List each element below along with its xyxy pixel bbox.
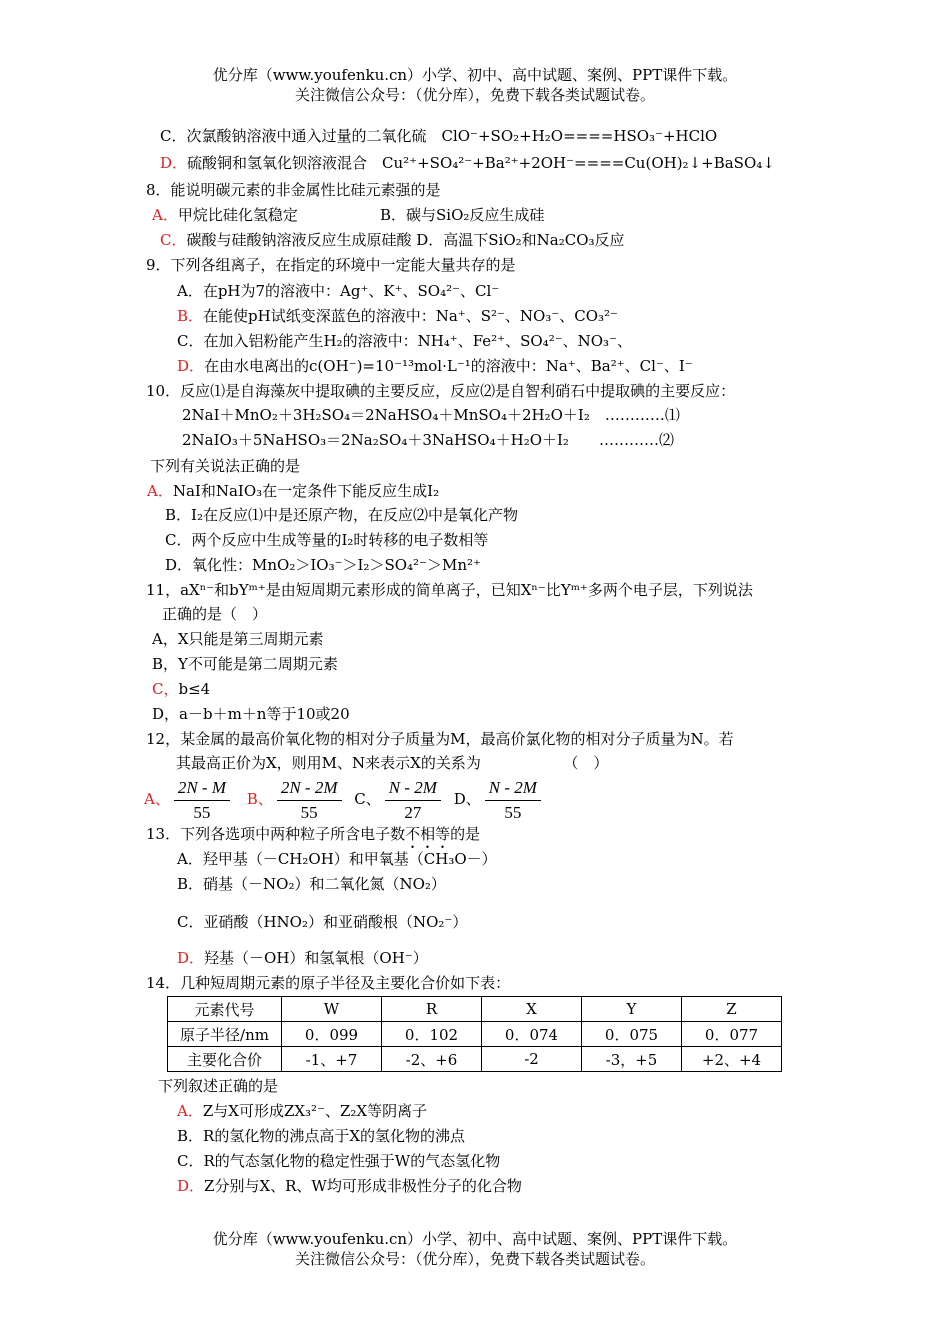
q8-stem: 8．能说明碳元素的非金属性比硅元素强的是 [146,181,441,199]
q12-option-a-label: A、 [144,790,170,808]
header-line-2: 关注微信公众号：（优分库），免费下载各类试题试卷。 [294,86,655,104]
q13-option-a: A．羟甲基（－CH₂OH）和甲氧基（CH₃O－） [177,850,497,868]
q12-option-c-fraction: $\frac{N - 2M}{27}$ [385,776,441,825]
q12-option-d-label: D、 [453,790,481,808]
table-header-cell: 元素代号 [168,997,282,1022]
table-cell: 0．099 [282,1022,382,1047]
q11-option-b: B，Y不可能是第二周期元素 [152,655,338,673]
q11-stem-2: 正确的是（ ） [162,605,268,623]
q11-stem-1: 11，aXⁿ⁻和bYᵐ⁺是由短周期元素形成的简单离子，已知Xⁿ⁻比Yᵐ⁺多两个电子层，下列说法 [146,581,753,599]
q9-stem: 9．下列各组离子，在指定的环境中一定能大量共存的是 [146,256,516,274]
q10-option-d: D．氧化性：MnO₂＞IO₃⁻＞I₂＞SO₄²⁻＞Mn²⁺ [165,556,481,574]
q14-prompt: 下列叙述正确的是 [158,1077,279,1095]
q10-option-b: B．I₂在反应⑴中是还原产物，在反应⑵中是氧化产物 [165,506,518,524]
q12-option-c-label: C、 [354,790,381,808]
header-line-1: 优分库（www.youfenku.cn）小学、初中、高中试题、案例、PPT课件下载。 [212,66,738,84]
q12-option-a-fraction: $\frac{2N - M}{55}$ [174,776,230,825]
q12-stem-1: 12，某金属的最高价氧化物的相对分子质量为M，最高价氯化物的相对分子质量为N。若 [146,730,734,748]
q11-option-d: D，a－b＋m＋n等于10或20 [152,705,350,723]
q14-option-d: D．Z分别与X、R、W均可形成非极性分子的化合物 [177,1177,522,1195]
table-header-cell: R [382,997,482,1022]
q13-option-d: D．羟基（－OH）和氢氧根（OH⁻） [177,949,428,967]
q12-option-d-fraction: $\frac{N - 2M}{55}$ [485,776,541,825]
q12-options [144,772,545,826]
footer-line-2: 关注微信公众号：（优分库），免费下载各类试题试卷。 [294,1250,655,1268]
q8-option-a: A．甲烷比硅化氢稳定 [152,206,298,224]
q8-option-c-d: C．碳酸与硅酸钠溶液反应生成原硅酸 D．高温下SiO₂和Na₂CO₃反应 [160,231,625,249]
table-cell: 主要化合价 [168,1047,282,1072]
table-header-cell: W [282,997,382,1022]
q10-option-c: C．两个反应中生成等量的I₂时转移的电子数相等 [165,531,489,549]
q13-option-b: B．硝基（－NO₂）和二氧化氮（NO₂） [177,875,446,893]
q9-option-d: D．在由水电离出的c(OH⁻)=10⁻¹³mol·L⁻¹的溶液中：Na⁺、Ba²⁺、Cl⁻、I⁻ [177,357,693,375]
table-row [168,1047,782,1072]
q7-option-c: C．次氯酸钠溶液中通入过量的二氧化硫 ClO⁻+SO₂+H₂O====HSO₃⁻+HClO [160,127,718,145]
table-cell: -2 [482,1047,582,1072]
table-row [168,1022,782,1047]
q14-option-c: C．R的气态氢化物的稳定性强于W的气态氢化物 [177,1152,501,1170]
table-cell: 0．077 [682,1022,782,1047]
q14-element-table [167,996,782,1072]
q8-option-b: B．碳与SiO₂反应生成硅 [380,206,545,224]
q9-option-a: A．在pH为7的溶液中：Ag⁺、K⁺、SO₄²⁻、Cl⁻ [177,282,500,300]
table-header-row [168,997,782,1022]
table-cell: 原子半径/nm [168,1022,282,1047]
table-header-cell: Z [682,997,782,1022]
table-cell: -1、+7 [282,1047,382,1072]
table-cell: 0．074 [482,1022,582,1047]
q10-stem: 10．反应⑴是自海藻灰中提取碘的主要反应，反应⑵是自智利硝石中提取碘的主要反应： [146,382,736,400]
q12-option-b-fraction: $\frac{2N - 2M}{55}$ [277,776,342,825]
q10-equation-1: 2NaI＋MnO₂＋3H₂SO₄＝2NaHSO₄＋MnSO₄＋2H₂O＋I₂ …………⑴ [182,406,680,424]
q7-option-d: D．硫酸铜和氢氧化钡溶液混合 Cu²⁺+SO₄²⁻+Ba²⁺+2OH⁻====Cu(OH)₂↓+BaSO₄↓ [160,154,775,172]
q11-option-c: C，b≤4 [152,680,211,698]
table-cell: +2、+4 [682,1047,782,1072]
q12-stem-2: 其最高正价为X，则用M、N来表示X的关系为 （ ） [176,754,609,772]
q13-option-c: C．亚硝酸（HNO₂）和亚硝酸根（NO₂⁻） [177,913,468,931]
q14-stem: 14．几种短周期元素的原子半径及主要化合价如下表： [146,974,511,992]
table-header-cell: X [482,997,582,1022]
q13-stem: 13．下列各选项中两种粒子所含电子数不相等的是 [146,825,481,843]
q14-option-b: B．R的氢化物的沸点高于X的氢化物的沸点 [177,1127,465,1145]
table-cell: -3，+5 [582,1047,682,1072]
table-cell: 0．075 [582,1022,682,1047]
table-cell: -2、+6 [382,1047,482,1072]
q14-option-a: A．Z与X可形成ZX₃²⁻、Z₂X等阴离子 [177,1102,428,1120]
q10-prompt: 下列有关说法正确的是 [150,457,301,475]
q10-equation-2: 2NaIO₃＋5NaHSO₃＝2Na₂SO₄＋3NaHSO₄＋H₂O＋I₂ …………⑵ [182,431,674,449]
q9-option-b: B．在能使pH试纸变深蓝色的溶液中：Na⁺、S²⁻、NO₃⁻、CO₃²⁻ [177,307,618,325]
table-header-cell: Y [582,997,682,1022]
table-cell: 0．102 [382,1022,482,1047]
q9-option-c: C．在加入铝粉能产生H₂的溶液中：NH₄⁺、Fe²⁺、SO₄²⁻、NO₃⁻、 [177,332,632,350]
q10-option-a: A．NaI和NaIO₃在一定条件下能反应生成I₂ [147,482,440,500]
q12-option-b-label: B、 [246,790,273,808]
q11-option-a: A，X只能是第三周期元素 [152,630,324,648]
footer-line-1: 优分库（www.youfenku.cn）小学、初中、高中试题、案例、PPT课件下载。 [212,1230,738,1248]
